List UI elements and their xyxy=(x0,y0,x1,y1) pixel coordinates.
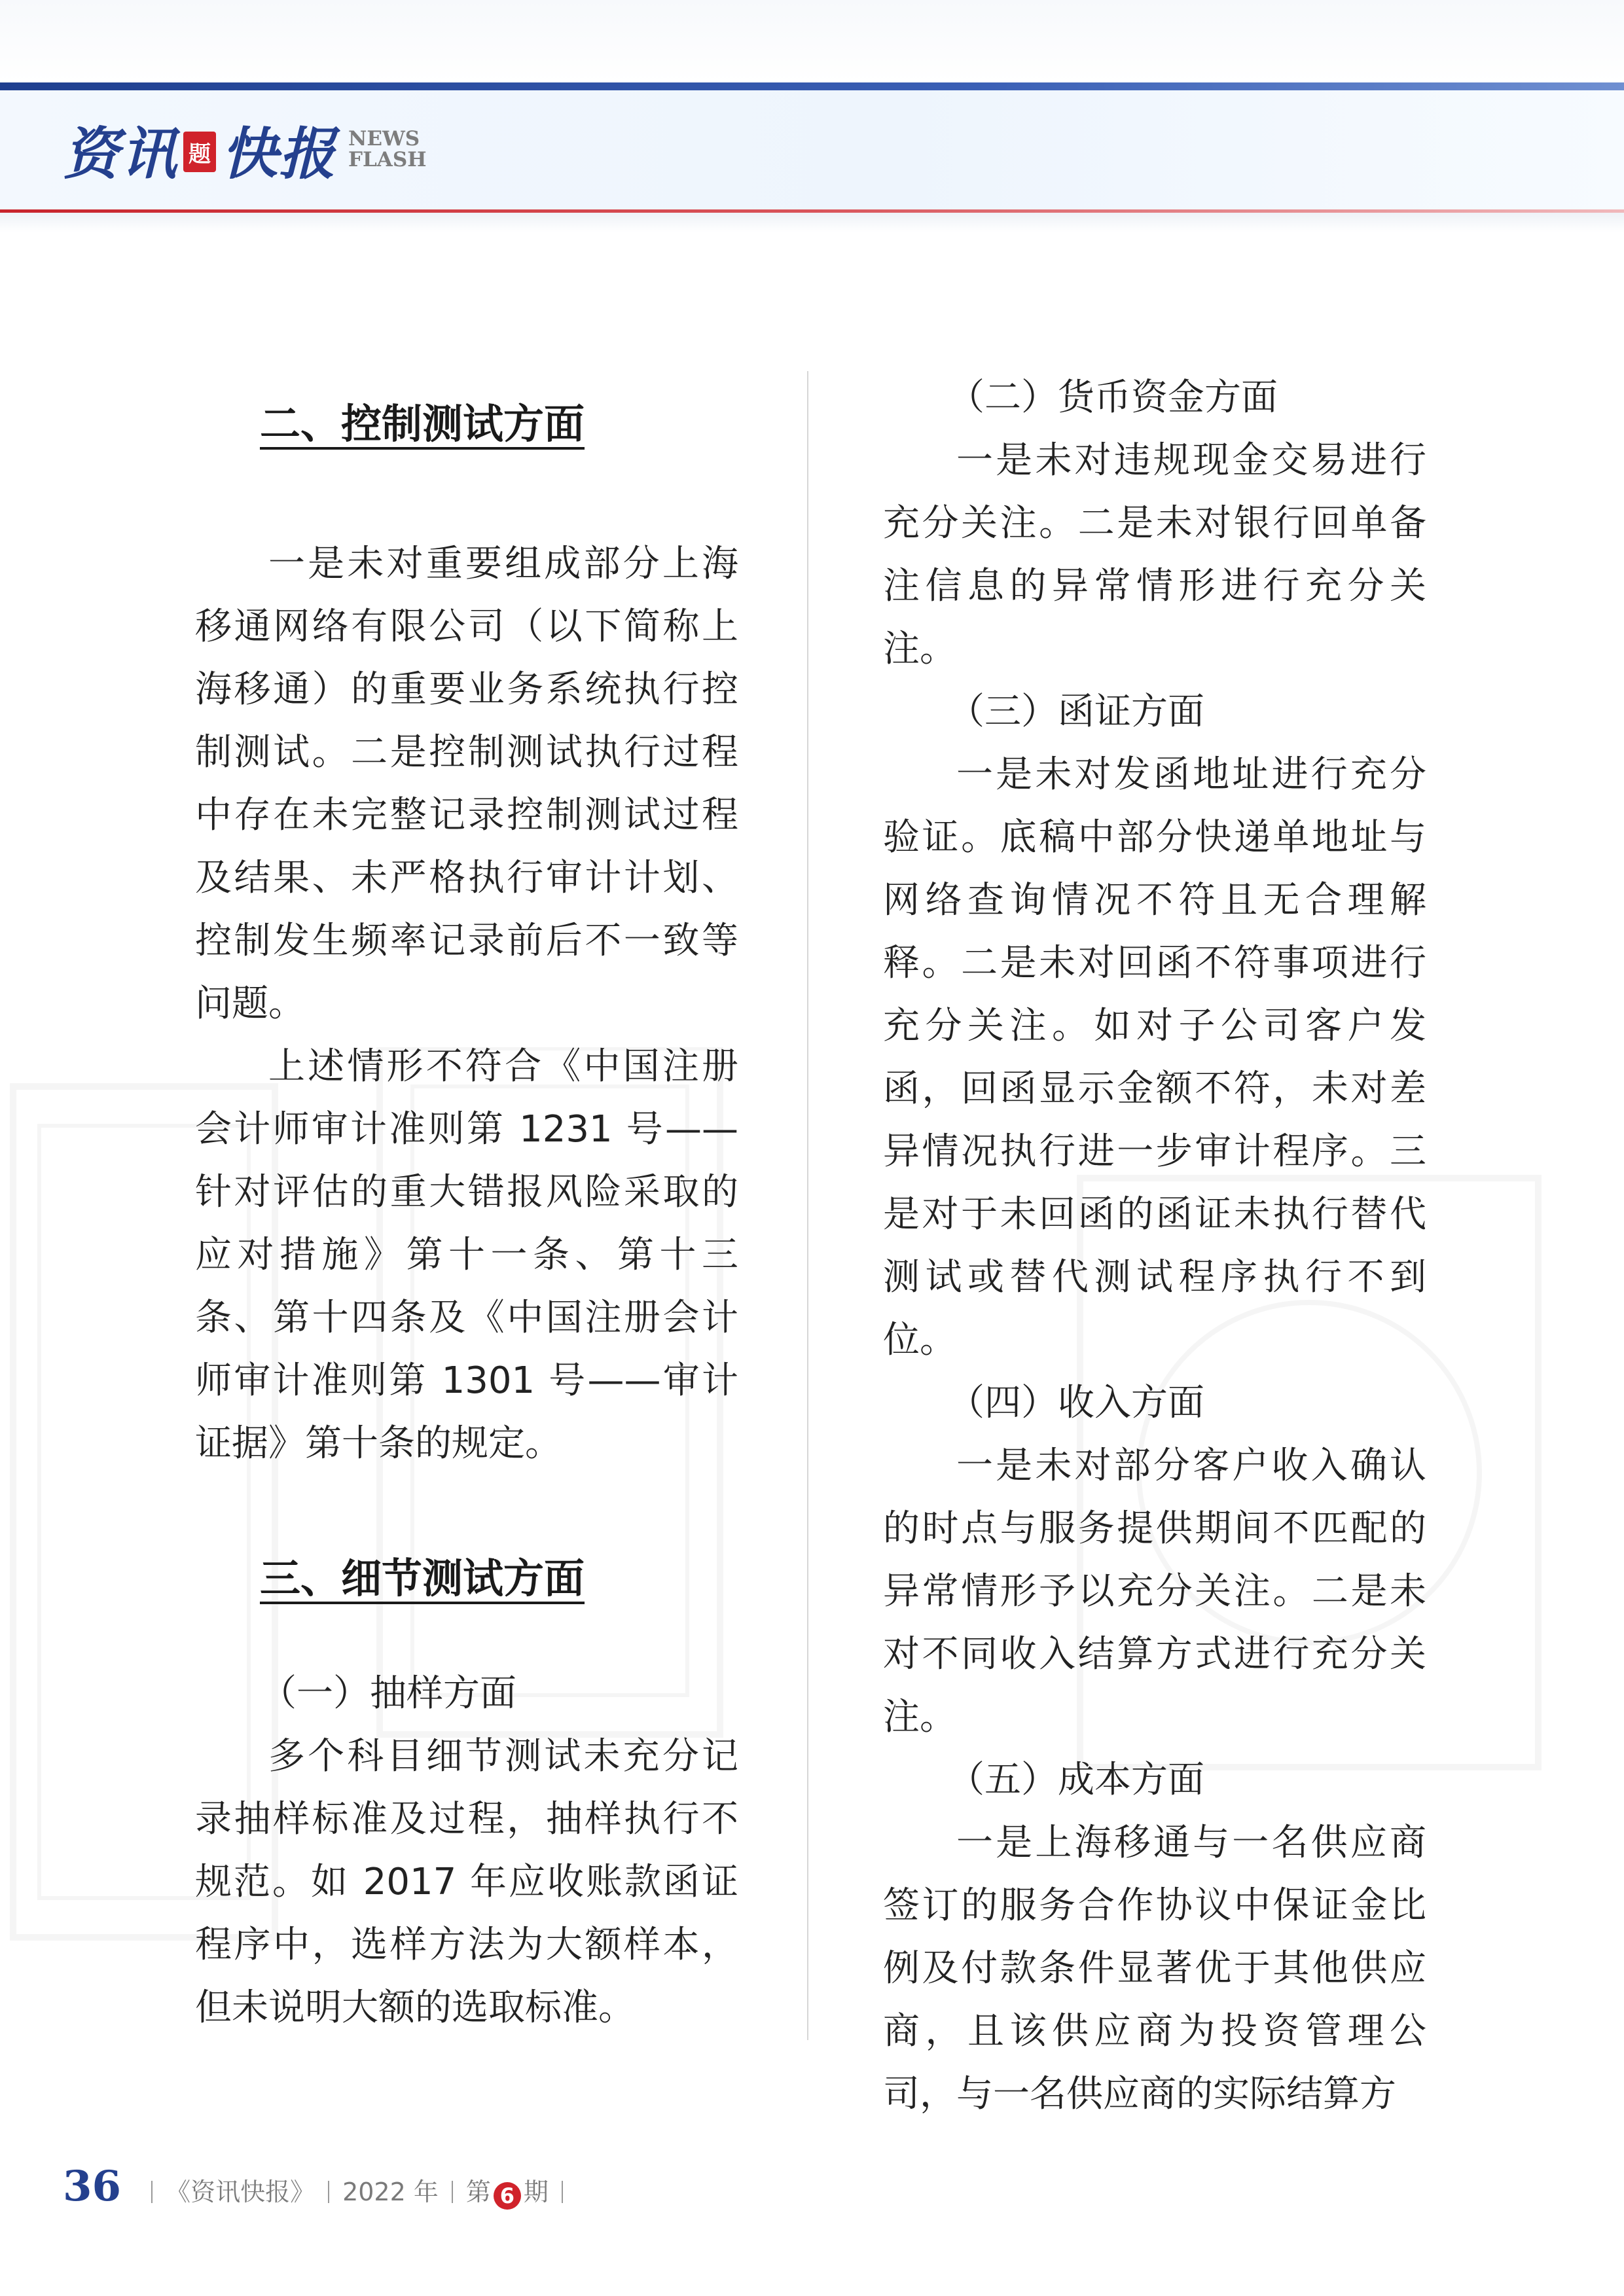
subheading-confirmation: （三）函证方面 xyxy=(948,691,1204,733)
logo-english-line-2: FLASH xyxy=(348,148,427,171)
footer-separator xyxy=(452,2181,453,2203)
paragraph-control-testing-issues: 一是未对重要组成部分上海移通网络有限公司（以下简称上海移通）的重要业务系统执行控制测试。二是控制测试执行过程中存在未完整记录控制测试过程及结果、未严格执行审计计划、控制发生频率记录前后不一致等问题。 xyxy=(195,543,738,1025)
footer-publication: 《资讯快报》 xyxy=(166,2178,316,2206)
logo-text-primary: 资讯 xyxy=(63,121,178,187)
paragraph-monetary-funds: 一是未对违规现金交易进行充分关注。二是未对银行回单备注信息的异常情形进行充分关注。 xyxy=(883,439,1426,670)
issue-number-badge: 6 xyxy=(494,2182,521,2210)
subheading-revenue: （四）收入方面 xyxy=(948,1382,1204,1424)
left-column xyxy=(195,367,738,2039)
paragraph-confirmation: 一是未对发函地址进行充分验证。底稿中部分快递单地址与网络查询情况不符且无合理解释。二是未对回函不符事项进行充分关注。如对子公司客户发函，回函显示金额不符，未对差异情况执行进一步审计程序。三是对于未回函的函证未执行替代测试或替代测试程序执行不到位。 xyxy=(883,753,1426,1361)
paragraph-revenue: 一是未对部分客户收入确认的时点与服务提供期间不匹配的异常情形予以充分关注。二是未对不同收入结算方式进行充分关注。 xyxy=(883,1444,1426,1738)
header-shadow xyxy=(0,213,1624,232)
column-divider xyxy=(807,371,808,2040)
publication-logo xyxy=(63,110,427,188)
footer-separator xyxy=(328,2181,329,2203)
subheading-monetary-funds: （二）货币资金方面 xyxy=(948,376,1278,419)
top-background xyxy=(0,0,1624,82)
right-column xyxy=(883,367,1426,2126)
footer-issue-prefix: 第 xyxy=(465,2178,491,2206)
paragraph-cost: 一是上海移通与一名供应商签订的服务合作协议中保证金比例及付款条件显著优于其他供应商，且该供应商为投资管理公司，与一名供应商的实际结算方 xyxy=(883,1821,1426,2115)
logo-text-secondary: 快报 xyxy=(221,121,336,187)
footer-year: 2022 年 xyxy=(342,2178,439,2206)
subheading-sampling: （一）抽样方面 xyxy=(260,1672,516,1715)
page-footer xyxy=(63,2162,576,2214)
section-heading-control-testing: 二、控制测试方面 xyxy=(260,400,585,448)
logo-seal-icon: 题 xyxy=(183,132,216,172)
paragraph-sampling: 多个科目细节测试未充分记录抽样标准及过程，抽样执行不规范。如 2017 年应收账款函证程序中，选样方法为大额样本，但未说明大额的选取标准。 xyxy=(195,1735,738,2029)
page-number: 36 xyxy=(63,2162,122,2211)
logo-english xyxy=(348,128,427,170)
footer-separator xyxy=(562,2181,563,2203)
section-heading-detail-testing: 三、细节测试方面 xyxy=(260,1554,585,1602)
subheading-cost: （五）成本方面 xyxy=(948,1759,1204,1801)
logo-english-line-1: NEWS xyxy=(348,127,420,151)
paragraph-standards-violation: 上述情形不符合《中国注册会计师审计准则第 1231 号——针对评估的重大错报风险采取的应对措施》第十一条、第十三条、第十四条及《中国注册会计师审计准则第 1301 号——审计证据》第十条的规定。 xyxy=(195,1045,738,1465)
footer-issue-suffix: 期 xyxy=(523,2178,549,2206)
footer-separator xyxy=(151,2181,153,2203)
header-blue-bar xyxy=(0,82,1624,90)
